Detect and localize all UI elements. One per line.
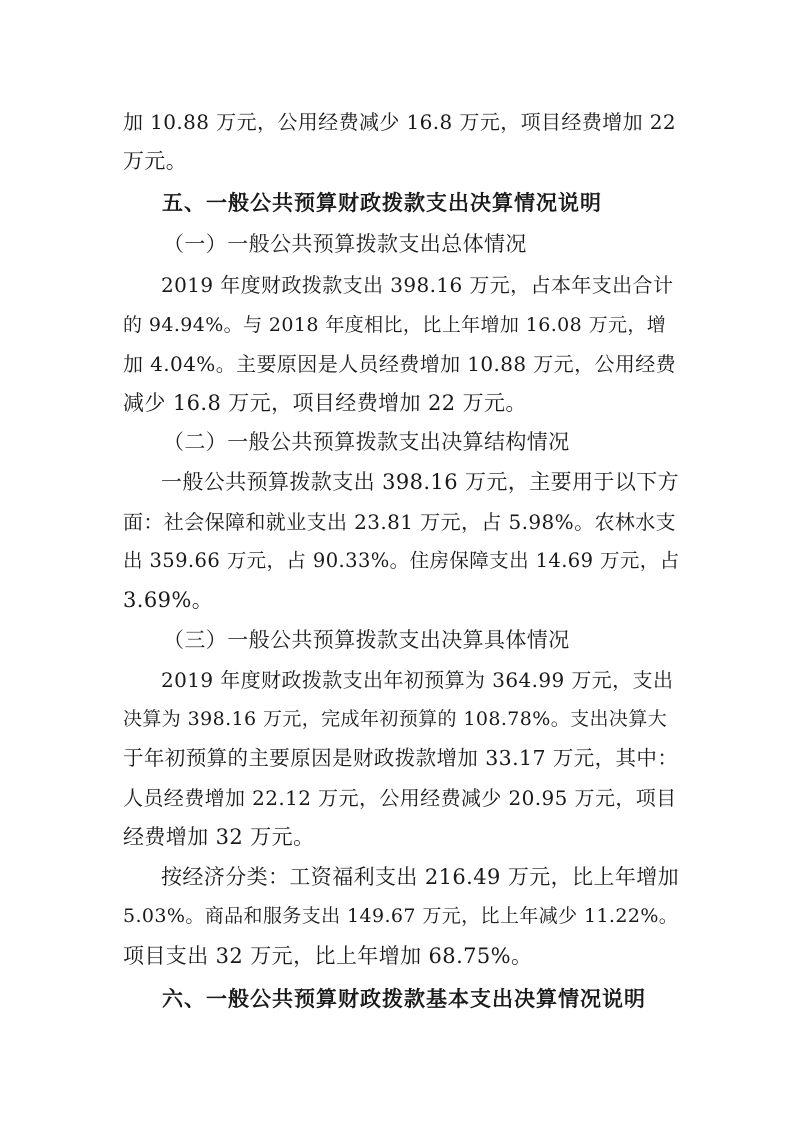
paragraph-line: 加 10.88 万元，公用经费减少 16.8 万元，项目经费增加 22 bbox=[123, 110, 677, 134]
paragraph-line: 出 359.66 万元，占 90.33%。住房保障支出 14.69 万元，占 bbox=[123, 549, 680, 572]
subsection-heading-2: （二）一般公共预算拨款支出决算结构情况 bbox=[163, 430, 570, 454]
paragraph-line: 5.03%。商品和服务支出 149.67 万元，比上年减少 11.22%。 bbox=[123, 905, 679, 927]
paragraph-line: 2019 年度财政拨款支出年初预算为 364.99 万元，支出 bbox=[161, 668, 674, 692]
paragraph-line: 决算为 398.16 万元，完成年初预算的 108.78%。支出决算大 bbox=[123, 708, 668, 730]
paragraph-line: 于年初预算的主要原因是财政拨款增加 33.17 万元，其中： bbox=[123, 746, 679, 770]
paragraph-line: 减少 16.8 万元，项目经费增加 22 万元。 bbox=[123, 391, 527, 415]
section-heading-6: 六、一般公共预算财政拨款基本支出决算情况说明 bbox=[162, 987, 646, 1011]
section-heading-5: 五、一般公共预算财政拨款支出决算情况说明 bbox=[162, 191, 602, 215]
paragraph-line: 项目支出 32 万元，比上年增加 68.75%。 bbox=[123, 944, 533, 968]
paragraph-line: 加 4.04%。主要原因是人员经费增加 10.88 万元，公用经费 bbox=[123, 352, 677, 376]
paragraph-line: 的 94.94%。与 2018 年度相比，比上年增加 16.08 万元，增 bbox=[123, 314, 667, 336]
paragraph-line: 面：社会保障和就业支出 23.81 万元，占 5.98%。农林水支 bbox=[123, 510, 677, 534]
paragraph-line: 2019 年度财政拨款支出 398.16 万元，占本年支出合计 bbox=[161, 273, 674, 297]
paragraph-line: 一般公共预算拨款支出 398.16 万元，主要用于以下方 bbox=[161, 470, 680, 494]
paragraph-line: 按经济分类：工资福利支出 216.49 万元，比上年增加 bbox=[161, 865, 680, 889]
paragraph-line: 3.69%。 bbox=[123, 588, 214, 612]
subsection-heading-3: （三）一般公共预算拨款支出决算具体情况 bbox=[163, 628, 570, 652]
paragraph-line: 人员经费增加 22.12 万元，公用经费减少 20.95 万元，项目 bbox=[123, 786, 677, 810]
subsection-heading-1: （一）一般公共预算拨款支出总体情况 bbox=[163, 232, 527, 256]
paragraph-line: 万元。 bbox=[123, 149, 188, 173]
paragraph-line: 经费增加 32 万元。 bbox=[123, 825, 315, 849]
